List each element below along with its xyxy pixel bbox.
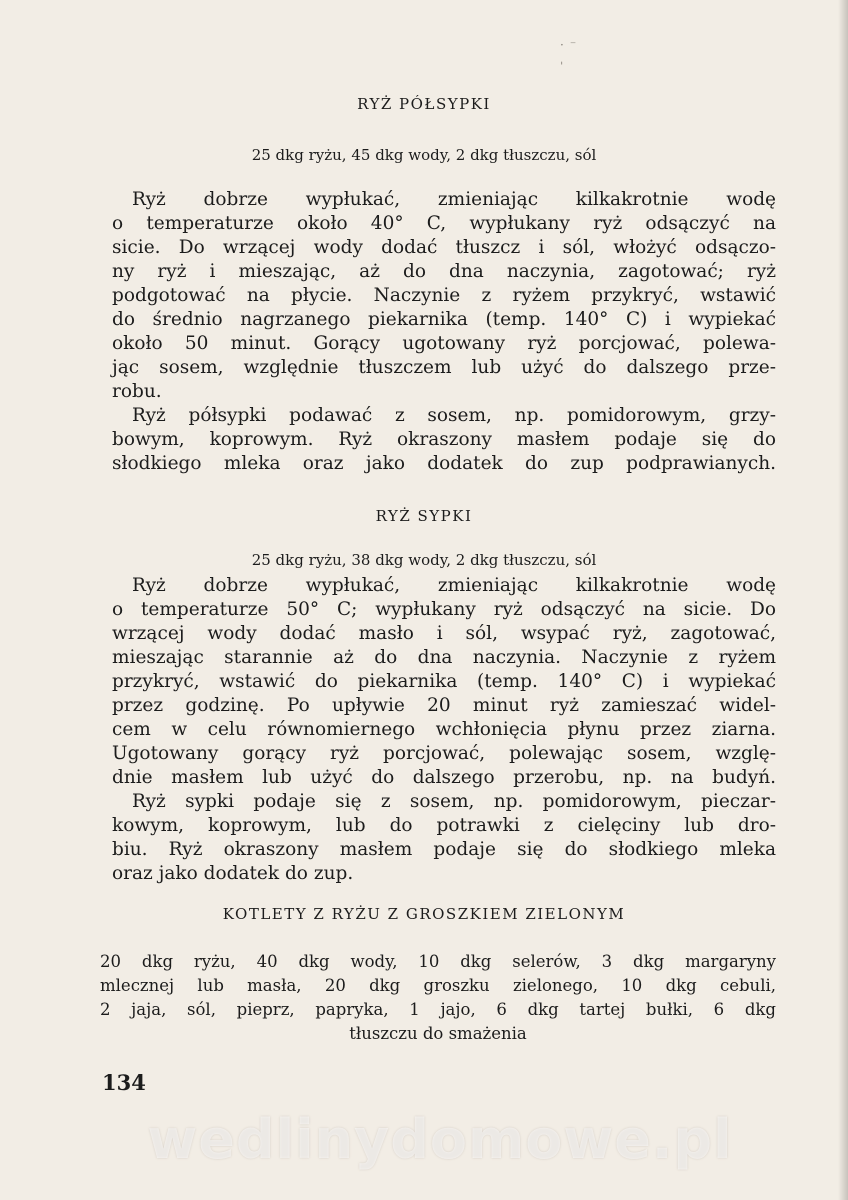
text-line: Ryż sypki podaje się z sosem, np. pomidorowym, pieczar- (132, 791, 776, 812)
text-line: o temperaturze 50° C; wypłukany ryż odsączyć na sicie. Do (112, 599, 776, 620)
text-line: dnie masłem lub użyć do dalszego przerobu, np. na budyń. (112, 767, 776, 788)
ingredient-line: 20 dkg ryżu, 40 dkg wody, 10 dkg selerów, 3 dkg margaryny (100, 952, 776, 971)
recipe-ingredients: 25 dkg ryżu, 45 dkg wody, 2 dkg tłuszczu, sól (251, 146, 597, 164)
text-line: do średnio nagrzanego piekarnika (temp. 140° C) i wypiekać (112, 309, 776, 330)
text-line: sicie. Do wrzącej wody dodać tłuszcz i sól, włożyć odsączo- (112, 237, 776, 258)
text-line: słodkiego mleka oraz jako dodatek do zup podprawianych. (112, 453, 776, 474)
ink-speck-decoration: ·⁻ ˌ (560, 38, 583, 66)
text-line: ny ryż i mieszając, aż do dna naczynia, zagotować; ryż (112, 261, 776, 282)
text-line: Ryż półsypki podawać z sosem, np. pomidorowym, grzy- (132, 405, 776, 426)
text-line: jąc sosem, względnie tłuszczem lub użyć do dalszego prze- (112, 357, 776, 378)
text-line: Ugotowany gorący ryż porcjować, polewając sosem, wzglę- (112, 743, 776, 764)
text-line: o temperaturze około 40° C, wypłukany ryż odsączyć na (112, 213, 776, 234)
ingredient-line: tłuszczu do smażenia (349, 1024, 527, 1043)
text-line: biu. Ryż okraszony masłem podaje się do słodkiego mleka (112, 839, 776, 860)
text-line: Ryż dobrze wypłukać, zmieniając kilkakrotnie wodę (132, 189, 776, 210)
text-line: podgotować na płycie. Naczynie z ryżem przykryć, wstawić (112, 285, 776, 306)
page-number: 134 (102, 1070, 146, 1095)
text-line: kowym, koprowym, lub do potrawki z cielęciny lub dro- (112, 815, 776, 836)
ingredient-line: mlecznej lub masła, 20 dkg groszku zielonego, 10 dkg cebuli, (100, 976, 776, 995)
text-line: robu. (112, 381, 162, 402)
text-line: wrzącej wody dodać masło i sól, wsypać ryż, zagotować, (112, 623, 776, 644)
ingredient-line: 2 jaja, sól, pieprz, papryka, 1 jajo, 6 dkg tartej bułki, 6 dkg (100, 1000, 776, 1019)
text-line: cem w celu równomiernego wchłonięcia płynu przez ziarna. (112, 719, 776, 740)
text-line: mieszając starannie aż do dna naczynia. Naczynie z ryżem (112, 647, 776, 668)
text-line: przykryć, wstawić do piekarnika (temp. 140° C) i wypiekać (112, 671, 776, 692)
text-line: oraz jako dodatek do zup. (112, 863, 354, 884)
recipe-title: KOTLETY Z RYŻU Z GROSZKIEM ZIELONYM (222, 905, 626, 923)
text-line: Ryż dobrze wypłukać, zmieniając kilkakrotnie wodę (132, 575, 776, 596)
recipe-title: RYŻ PÓŁSYPKI (357, 95, 491, 113)
text-line: około 50 minut. Gorący ugotowany ryż porcjować, polewa- (112, 333, 776, 354)
page-edge-shadow (838, 0, 848, 1200)
text-line: bowym, koprowym. Ryż okraszony masłem podaje się do (112, 429, 776, 450)
watermark: wedlinydomowe.pl (147, 1108, 733, 1171)
recipe-title: RYŻ SYPKI (375, 507, 473, 525)
recipe-ingredients: 25 dkg ryżu, 38 dkg wody, 2 dkg tłuszczu, sól (251, 551, 597, 569)
text-line: przez godzinę. Po upływie 20 minut ryż zamieszać widel- (112, 695, 776, 716)
